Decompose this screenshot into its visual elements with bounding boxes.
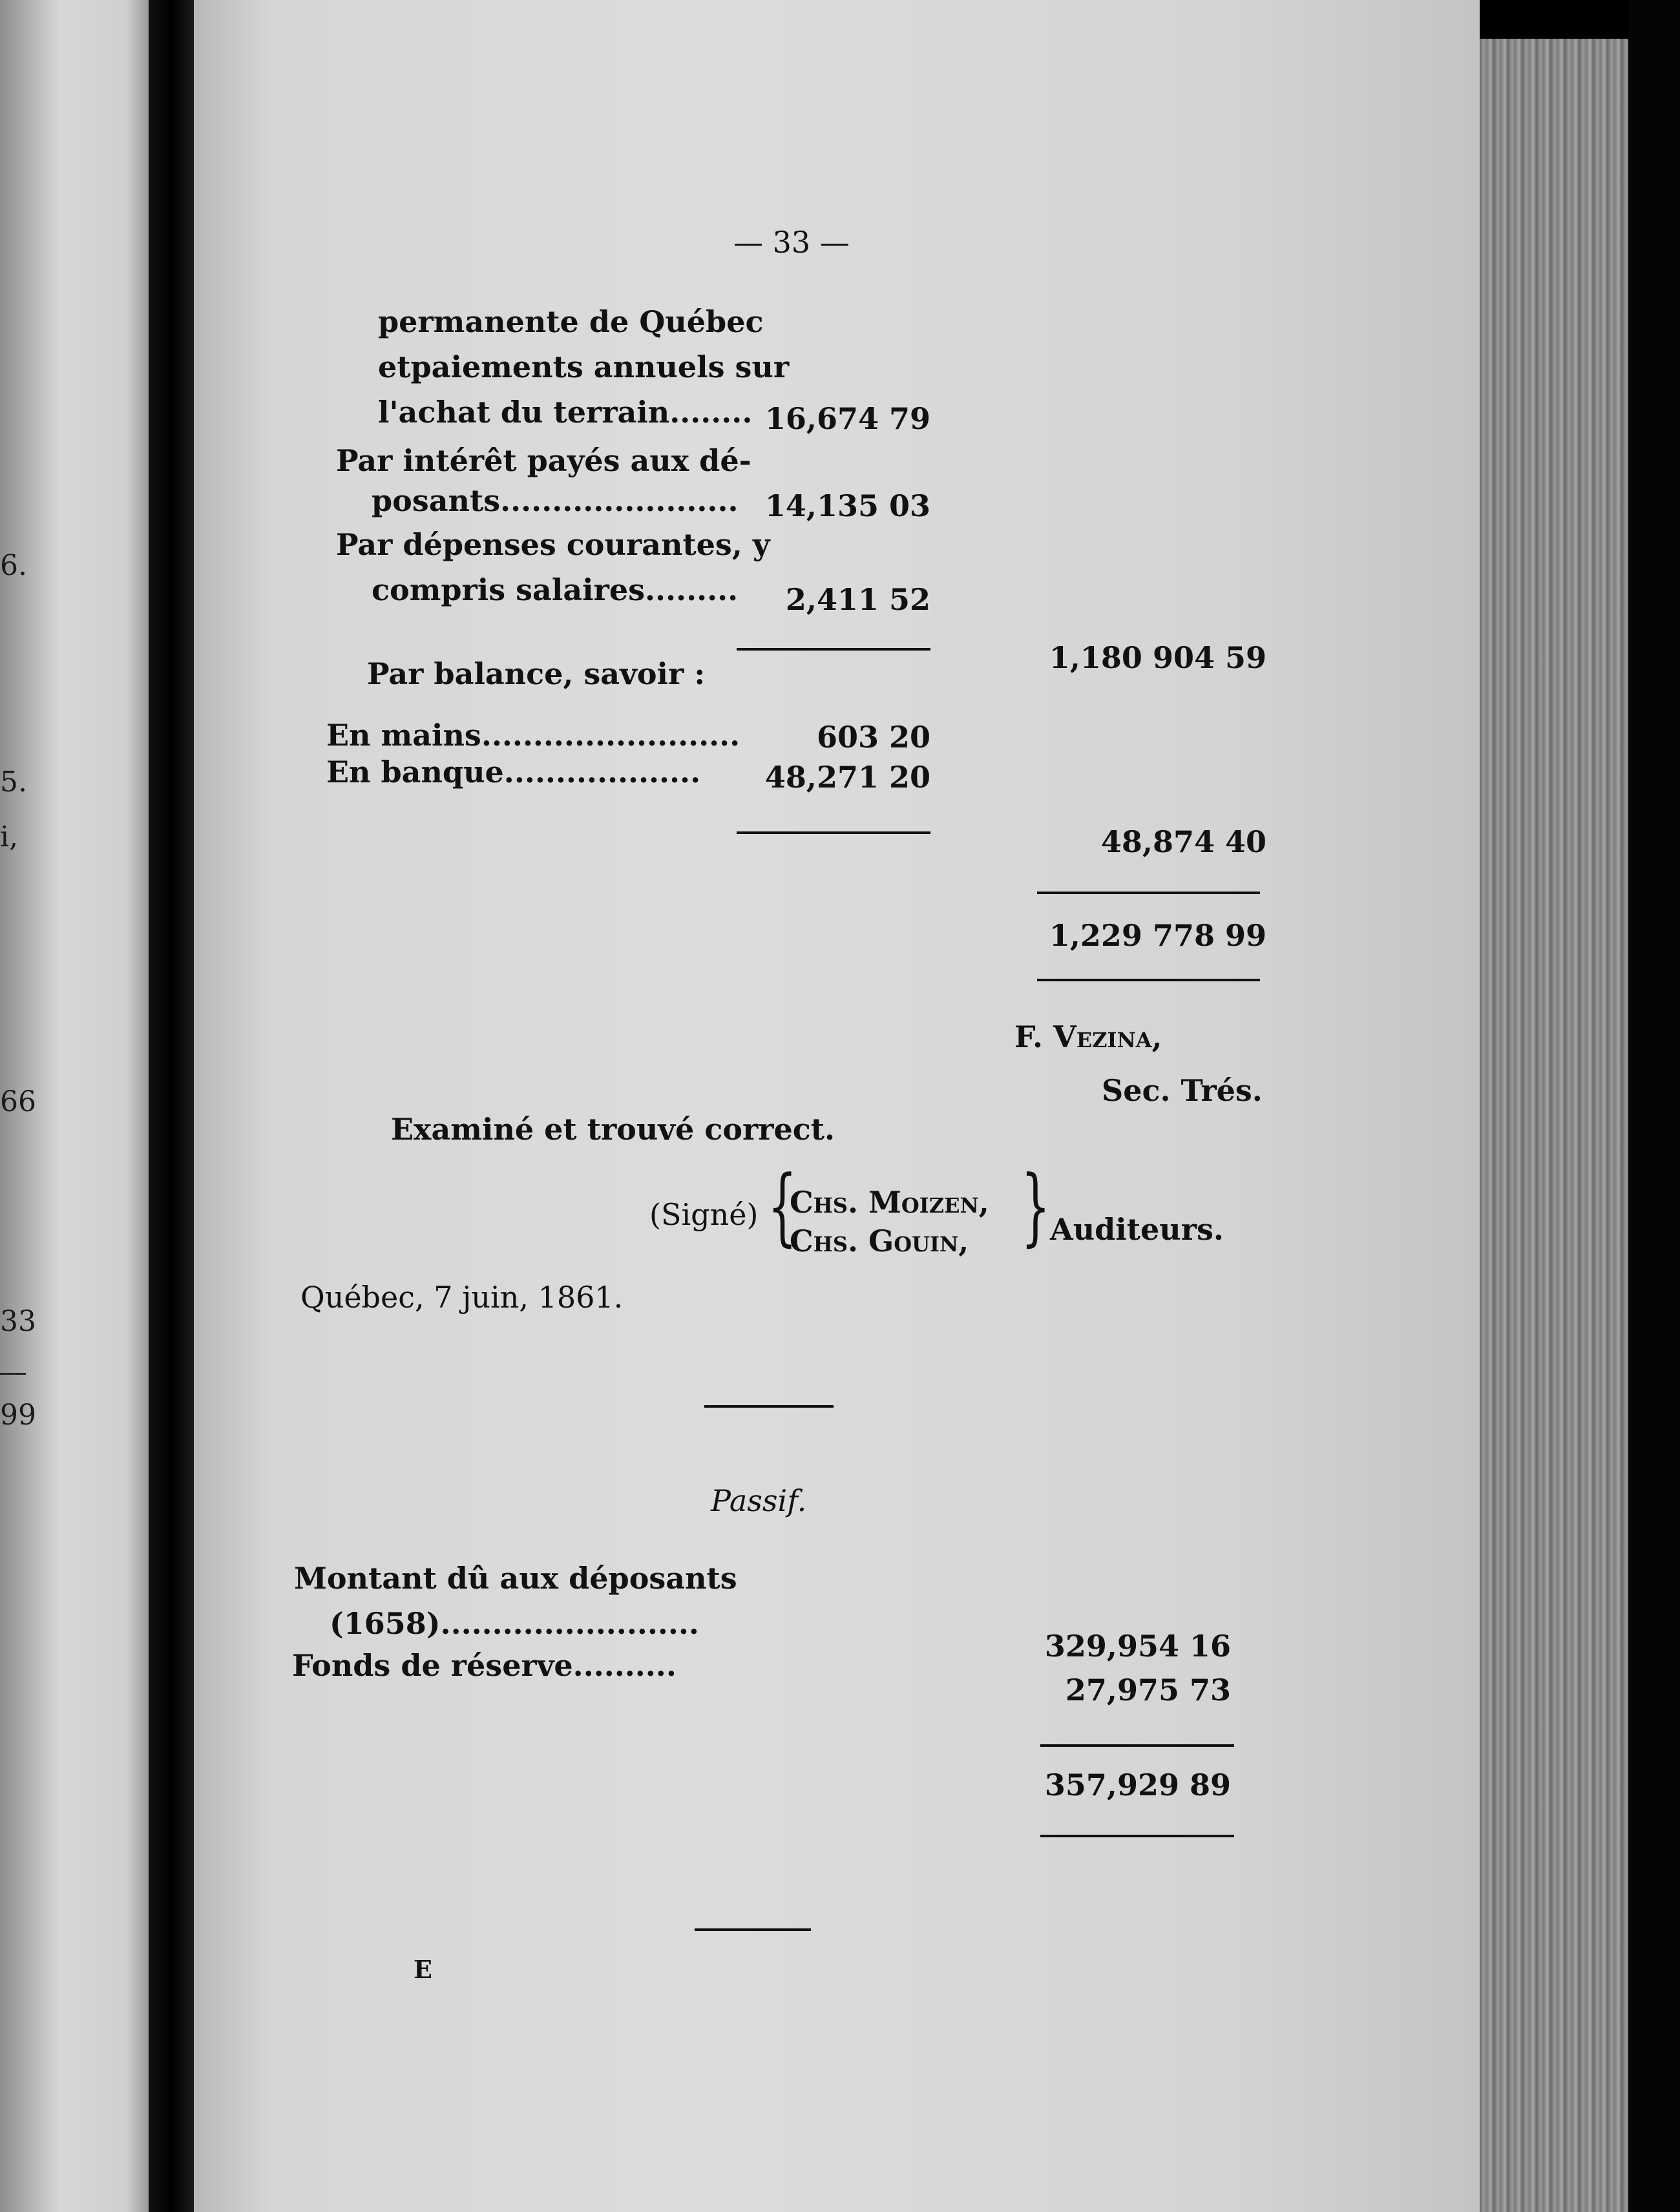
entry-line: etpaiements annuels sur — [378, 350, 790, 384]
subtotal-rule — [737, 648, 930, 651]
entry-line: Par intérêt payés aux dé- — [336, 443, 751, 478]
signed-label: (Signé) — [649, 1197, 759, 1232]
passif-amount: 329,954 16 — [1044, 1629, 1231, 1664]
entry-line: compris salaires......... — [372, 572, 739, 607]
auditor-name: Chs. Moizen, — [790, 1185, 989, 1220]
passif-amount: 27,975 73 — [1065, 1673, 1231, 1707]
section-rule — [704, 1405, 834, 1408]
signature-mark: E — [414, 1955, 432, 1984]
left-page-fragment: 5. — [0, 766, 27, 798]
balance-label: En banque................... — [326, 755, 701, 789]
auditors-label: Auditeurs. — [1050, 1212, 1224, 1247]
entry-line: l'achat du terrain........ — [378, 395, 753, 430]
treasurer-title: Sec. Trés. — [1102, 1073, 1263, 1108]
left-page-fragment: 99 — [0, 1399, 36, 1432]
balance-amount: 48,271 20 — [764, 760, 930, 795]
entry-line: Par dépenses courantes, y — [336, 527, 770, 562]
grand-total-underline — [1037, 979, 1260, 981]
scan-border — [1628, 0, 1680, 2212]
page-edges — [1480, 39, 1628, 2212]
closing-rule — [695, 1928, 811, 1931]
passif-total-rule — [1040, 1744, 1234, 1747]
auditor-name: Chs. Gouin, — [790, 1224, 969, 1258]
grand-total: 1,229 778 99 — [1049, 918, 1266, 953]
right-brace: } — [1021, 1157, 1051, 1255]
entry-amount: 14,135 03 — [764, 488, 930, 523]
passif-line: Montant dû aux déposants — [294, 1561, 737, 1596]
passif-line: (1658)......................... — [330, 1606, 699, 1641]
passif-total-underline — [1040, 1835, 1234, 1837]
grand-total-rule — [1037, 892, 1260, 894]
passif-total: 357,929 89 — [1044, 1768, 1231, 1802]
balance-total: 48,874 40 — [1100, 824, 1266, 859]
passif-line: Fonds de réserve.......... — [292, 1648, 677, 1683]
entry-line: posants....................... — [372, 483, 739, 518]
left-page-fragment: 33 — [0, 1305, 36, 1338]
examined-note: Examiné et trouvé correct. — [391, 1112, 835, 1147]
entry-line: permanente de Québec — [378, 304, 764, 339]
left-page-fragment: 66 — [0, 1085, 36, 1118]
balance-amount: 603 20 — [816, 720, 930, 755]
balance-label: En mains......................... — [326, 718, 740, 753]
place-date: Québec, 7 juin, 1861. — [300, 1280, 624, 1315]
left-page-rule — [0, 1373, 26, 1375]
subtotal-amount: 1,180 904 59 — [1049, 640, 1266, 675]
page-number: — 33 — — [733, 225, 850, 260]
balance-heading: Par balance, savoir : — [367, 656, 706, 691]
entry-amount: 16,674 79 — [764, 401, 930, 436]
book-gutter — [149, 0, 194, 2212]
left-facing-page — [0, 0, 149, 2212]
treasurer-name: F. Vezina, — [1014, 1019, 1162, 1054]
left-brace: { — [768, 1157, 797, 1255]
left-page-fragment: 6. — [0, 549, 27, 582]
balance-rule — [737, 831, 930, 834]
entry-amount: 2,411 52 — [785, 582, 930, 617]
left-page-fragment: i, — [0, 820, 19, 853]
passif-heading: Passif. — [711, 1483, 807, 1518]
